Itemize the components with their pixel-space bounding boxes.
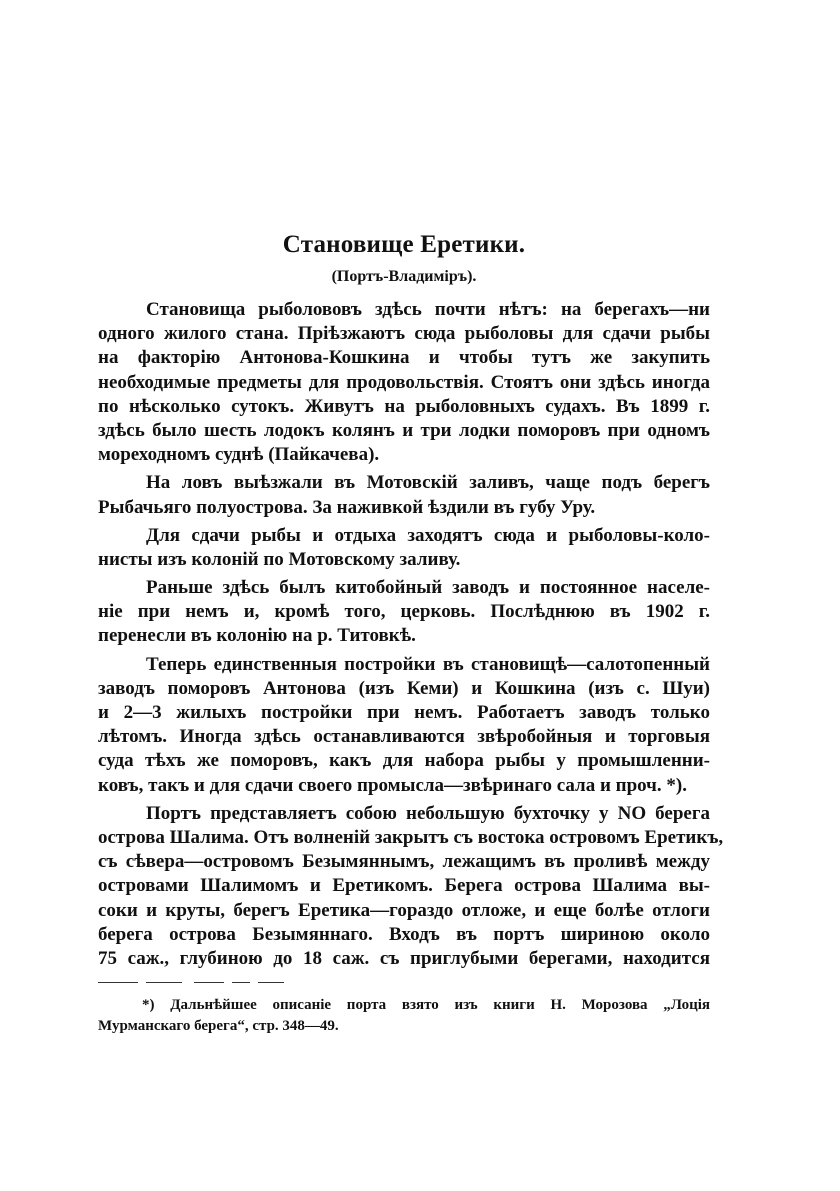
text-line: ніе при немъ и, кромѣ того, церковь. Послѣднюю въ 1902 г. [98,601,710,623]
text-line: перенесли въ колонію на р. Титовкѣ. [98,625,416,647]
text-line: одного жилого стана. Пріѣзжаютъ сюда рыболовы для сдачи рыбы [98,323,710,345]
text-line: заводъ поморовъ Антонова (изъ Кеми) и Кошкина (изъ с. Шуи) [98,677,710,699]
text-line: островами Шалимомъ и Еретикомъ. Берега острова Шалима вы- [98,875,710,897]
paragraph [98,802,724,971]
paragraph [98,298,710,467]
body-text [98,298,724,971]
text-line: суда тѣхъ же поморовъ, какъ для набора рыбы у промышленни- [98,750,710,772]
page [98,228,724,1037]
footnote-separator [98,977,710,989]
text-line: соки и круты, берегъ Еретика—гораздо отложе, и еще болѣе отлоги [98,899,710,921]
text-line: ковъ, такъ и для сдачи своего промысла—звѣринаго сала и проч. *). [98,774,687,796]
text-line: необходимые предметы для продовольствія. Стоятъ они здѣсь иногда [98,371,710,393]
text-line: На ловъ выѣзжали въ Мотовскій заливъ, чаще подъ берегъ [146,472,710,494]
paragraph [98,524,710,572]
text-line: по нѣсколько сутокъ. Живутъ на рыболовныхъ судахъ. Въ 1899 г. [98,395,710,417]
footnote-line: Мурманскаго берега“, стр. 348—49. [98,1018,339,1035]
footnote-line: *) Дальнѣйшее описаніе порта взято изъ книги Н. Морозова „Лоція [142,997,710,1014]
text-line: съ сѣвера—островомъ Безымяннымъ, лежащимъ въ проливѣ между [98,851,710,873]
page-subtitle: (Портъ-Владиміръ). [331,268,477,285]
text-line: мореходномъ суднѣ (Пайкачева). [98,444,380,466]
text-line: Становища рыболововъ здѣсь почти нѣтъ: на берегахъ—ни [146,299,710,320]
text-line: лѣтомъ. Иногда здѣсь останавливаются звѣробойныя и торговыя [98,726,710,748]
paragraph [98,653,710,798]
page-title: Становище Еретики. [282,231,526,258]
text-line: нисты изъ колоній по Мотовскому заливу. [98,548,461,570]
footnote [98,995,710,1037]
text-line: 75 саж., глубиною до 18 саж. съ приглубыми берегами, находится [98,947,710,969]
text-line: Теперь единственныя постройки въ становищѣ—салотопенный [146,653,710,675]
text-line: здѣсь было шесть лодокъ колянъ и три лодки поморовъ при одномъ [98,419,710,441]
paragraph [98,576,710,649]
text-line: на факторію Антонова-Кошкина и чтобы тутъ же закупить [98,347,710,369]
text-line: Раньше здѣсь былъ китобойный заводъ и постоянное населе- [146,577,710,599]
text-line: острова Шалима. Отъ волненій закрытъ съ востока островомъ Еретикъ, [98,826,724,848]
text-line: Для сдачи рыбы и отдыха заходятъ сюда и рыболовы-коло- [146,524,710,546]
text-line: и 2—3 жилыхъ постройки при немъ. Работаетъ заводъ только [98,702,710,723]
text-line: Рыбачьяго полуострова. За наживкой ѣздили въ губу Уру. [98,496,596,518]
text-line: берега острова Безымяннаго. Входъ въ портъ шириною около [98,923,710,945]
paragraph [98,471,710,519]
text-line: Портъ представляетъ собою небольшую бухточку у NO берега [146,802,710,824]
